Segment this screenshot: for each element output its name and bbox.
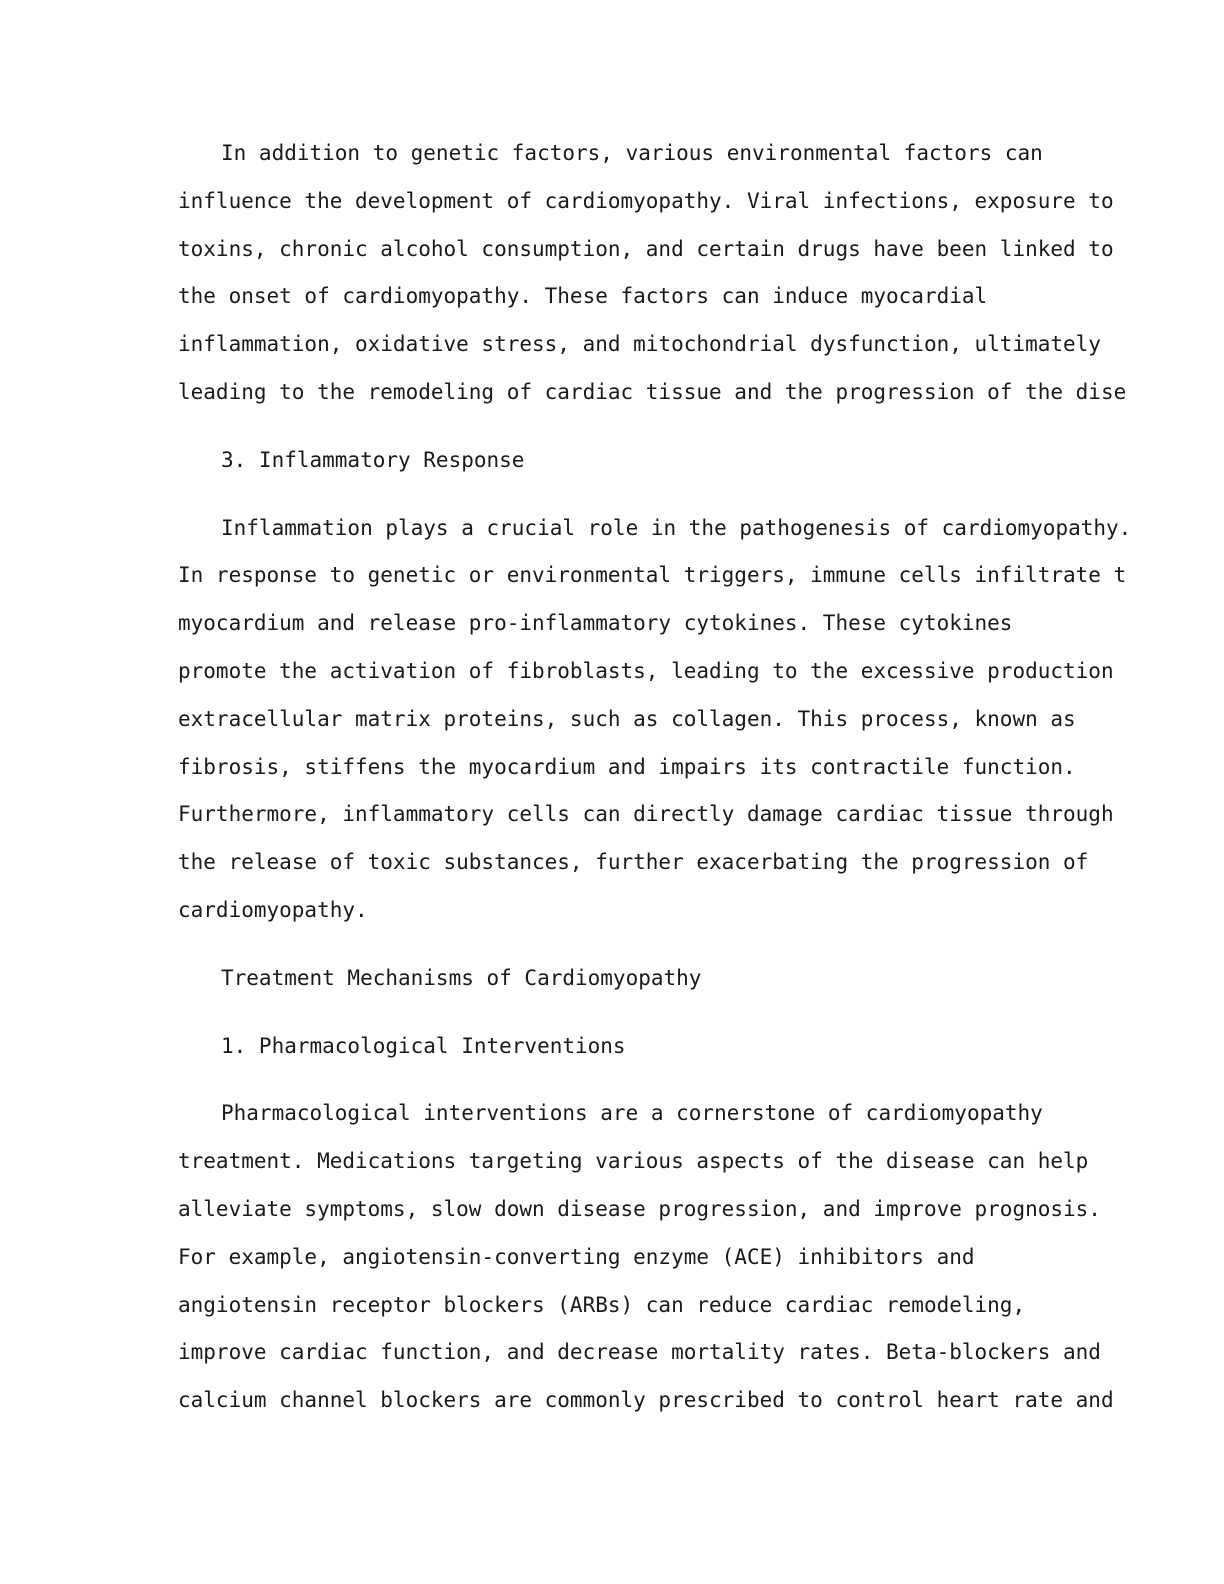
text-line: cardiomyopathy. [178,897,368,922]
heading-text: Treatment Mechanisms of Cardiomyopathy [221,965,702,990]
text-line: inflammation, oxidative stress, and mitochondrial dysfunction, ultimately [178,332,1101,357]
text-line: improve cardiac function, and decrease mortality rates. Beta-blockers and [178,1340,1101,1365]
text-line: extracellular matrix proteins, such as collagen. This process, known as [178,706,1076,731]
text-line: For example, angiotensin-converting enzyme (ACE) inhibitors and [178,1244,975,1269]
section-heading [178,955,1224,1003]
heading-text: 3. Inflammatory Response [221,447,525,472]
paragraph-spacer [178,1003,1224,1023]
text-line: toxins, chronic alcohol consumption, and certain drugs have been linked to [178,236,1114,261]
text-line: angiotensin receptor blockers (ARBs) can reduce cardiac remodeling, [178,1292,1026,1317]
text-line: Inflammation plays a crucial role in the pathogenesis of cardiomyopathy. [221,515,1132,540]
paragraph [178,505,1224,935]
text-line: In response to genetic or environmental triggers, immune cells infiltrate t [178,563,1127,588]
section-heading [178,1023,1224,1071]
text-line: leading to the remodeling of cardiac tissue and the progression of the dise [178,379,1127,404]
text-line: calcium channel blockers are commonly prescribed to control heart rate and [178,1388,1114,1413]
text-line: treatment. Medications targeting various aspects of the disease can help [178,1149,1089,1174]
paragraph [178,1090,1224,1425]
text-line: the release of toxic substances, further exacerbating the progression of [178,850,1089,875]
text-line: myocardium and release pro-inflammatory cytokines. These cytokines [178,611,1013,636]
text-line: promote the activation of fibroblasts, leading to the excessive production [178,658,1114,683]
paragraph-spacer [178,935,1224,955]
paragraph-spacer [178,485,1224,505]
text-line: In addition to genetic factors, various environmental factors can [221,141,1043,165]
paragraph-spacer [178,1070,1224,1090]
text-line: Furthermore, inflammatory cells can directly damage cardiac tissue through [178,802,1114,827]
text-line: the onset of cardiomyopathy. These factors can induce myocardial [178,284,988,309]
text-line: alleviate symptoms, slow down disease progression, and improve prognosis. [178,1196,1101,1221]
text-line: influence the development of cardiomyopathy. Viral infections, exposure to [178,188,1114,213]
section-heading [178,437,1224,485]
paragraph [178,130,1224,417]
document-body [178,130,1224,1425]
paragraph-spacer [178,417,1224,437]
text-line: fibrosis, stiffens the myocardium and impairs its contractile function. [178,754,1076,779]
heading-text: 1. Pharmacological Interventions [221,1033,626,1058]
text-line: Pharmacological interventions are a cornerstone of cardiomyopathy [221,1101,1043,1126]
